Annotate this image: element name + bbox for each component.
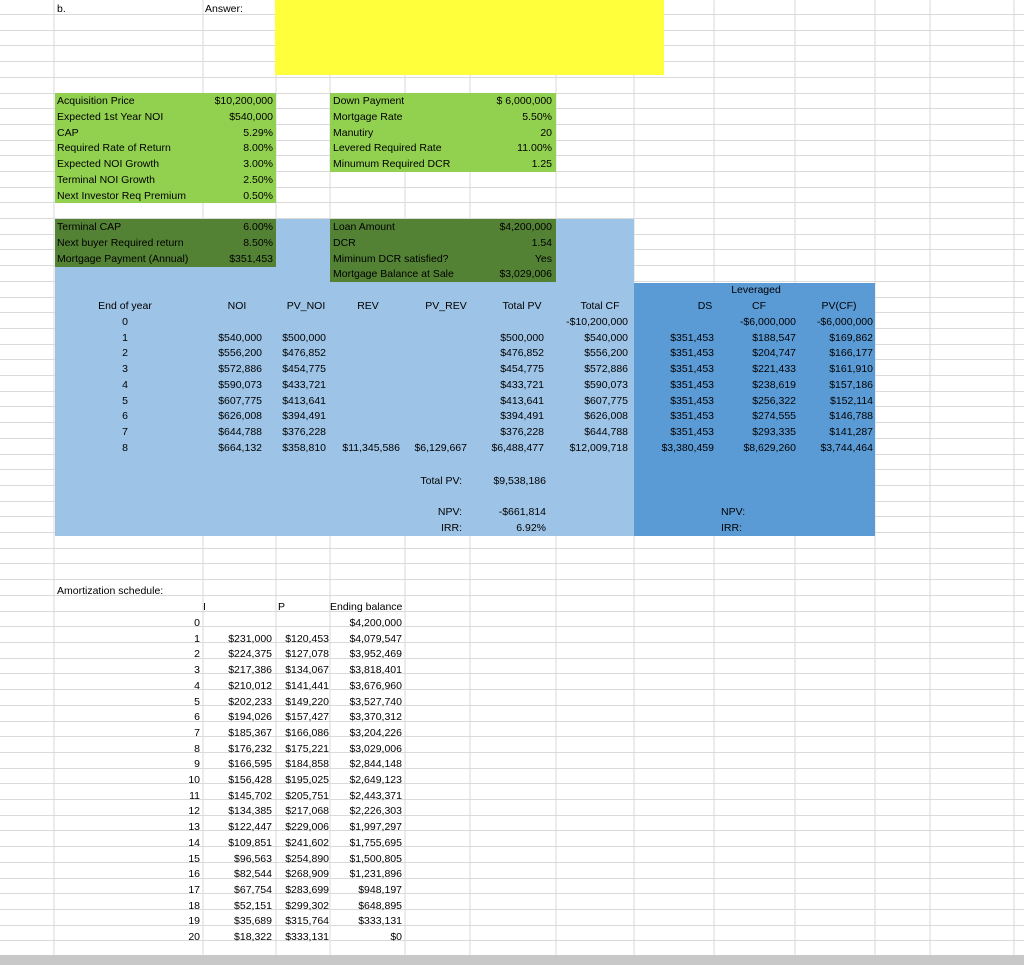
cf-year: 4	[122, 378, 128, 391]
cf-header-pv-cf: PV(CF)	[821, 300, 857, 312]
derived_left-value[interactable]: 6.00%	[243, 221, 273, 233]
amort-balance[interactable]: $2,844,148	[349, 758, 402, 771]
cf-ds[interactable]: $351,453	[670, 394, 714, 407]
amort-balance[interactable]: $1,500,805	[349, 852, 402, 865]
amort-year: 2	[194, 648, 200, 661]
amort-principal[interactable]: $333,131	[285, 931, 329, 943]
derived_left-label: Mortgage Payment (Annual)	[57, 252, 189, 265]
cf-lev-cf[interactable]: $256,322	[752, 394, 796, 407]
cf-ds[interactable]: $351,453	[670, 331, 714, 344]
inputs_right-label: Minumum Required DCR	[333, 158, 451, 171]
cf-pv-cf[interactable]: $169,862	[829, 331, 873, 344]
derived_right-label: Loan Amount	[333, 221, 395, 233]
amort-interest[interactable]: $18,322	[234, 931, 272, 943]
inputs_right-label: Levered Required Rate	[333, 142, 442, 155]
cf-pv-cf[interactable]: -$6,000,000	[816, 316, 873, 328]
cf-pv-noi[interactable]: $500,000	[282, 331, 326, 344]
amort-year: 16	[188, 868, 200, 881]
cf-rev[interactable]: $11,345,586	[342, 441, 400, 454]
cf-noi[interactable]: $556,200	[218, 347, 262, 360]
cf-year: 5	[122, 394, 128, 407]
total-pv-value[interactable]: $9,538,186	[493, 475, 546, 487]
inputs_left-value[interactable]: 0.50%	[243, 189, 273, 202]
amort-principal[interactable]: $205,751	[285, 789, 329, 802]
amort-principal[interactable]: $141,441	[285, 679, 329, 692]
amort-header-ending-balance: Ending balance	[330, 601, 403, 613]
cf-header-end-of-year: End of year	[98, 300, 152, 312]
inputs_left-value[interactable]: $10,200,000	[214, 95, 273, 107]
amort-interest[interactable]: $210,012	[228, 679, 272, 692]
cf-lev-cf[interactable]: $204,747	[752, 347, 796, 360]
cf-year: 7	[122, 425, 128, 438]
amort-balance[interactable]: $3,029,006	[349, 742, 402, 755]
amort-year: 11	[189, 789, 200, 802]
horizontal-scrollbar[interactable]	[0, 955, 1024, 965]
cf-total-pv[interactable]: $6,488,477	[491, 441, 544, 454]
amort-year: 14	[188, 836, 200, 849]
derived_left-value[interactable]: 8.50%	[243, 236, 273, 249]
cf-pv-noi[interactable]: $433,721	[282, 378, 326, 391]
cf-header-pv-noi: PV_NOI	[286, 300, 326, 312]
amort-interest[interactable]: $176,232	[228, 742, 272, 755]
amortization-title: Amortization schedule:	[57, 585, 164, 597]
amort-principal[interactable]: $120,453	[285, 632, 329, 645]
amort-year: 0	[194, 617, 200, 629]
cf-pv-noi[interactable]: $394,491	[282, 410, 326, 423]
amort-balance[interactable]: $4,079,547	[349, 632, 402, 645]
amort-balance[interactable]: $2,226,303	[349, 805, 402, 818]
cf-header-total-cf: Total CF	[580, 300, 620, 312]
amort-balance[interactable]: $3,527,740	[349, 695, 402, 708]
inputs_right-value[interactable]: 20	[540, 126, 552, 139]
amort-interest[interactable]: $67,754	[234, 883, 272, 896]
cf-total-cf[interactable]: $572,886	[584, 363, 628, 376]
question-label: b.	[57, 3, 66, 15]
amort-year: 8	[194, 742, 200, 755]
cf-pv-noi[interactable]: $376,228	[282, 425, 326, 438]
amort-principal[interactable]: $127,078	[285, 648, 329, 661]
cf-year: 3	[122, 363, 128, 376]
cf-noi[interactable]: $607,775	[218, 394, 262, 407]
amort-year: 18	[188, 899, 200, 912]
cf-lev-cf[interactable]: $238,619	[752, 378, 796, 391]
amort-year: 12	[188, 805, 200, 818]
derived_left-label: Next buyer Required return	[57, 236, 184, 249]
cf-year: 8	[122, 441, 128, 454]
amort-interest[interactable]: $231,000	[228, 632, 272, 645]
cf-ds[interactable]: $351,453	[670, 363, 714, 376]
cf-total-pv[interactable]: $376,228	[500, 425, 544, 438]
amort-balance[interactable]: $333,131	[358, 915, 402, 928]
cf-header-rev: REV	[357, 300, 379, 312]
derived_right-value[interactable]: $4,200,000	[499, 221, 552, 233]
inputs_left-label: Expected NOI Growth	[57, 158, 160, 171]
cf-total-cf[interactable]: $556,200	[584, 347, 628, 360]
amort-balance[interactable]: $2,443,371	[349, 789, 402, 802]
amort-year: 15	[188, 852, 200, 865]
cf-total-cf[interactable]: $644,788	[584, 425, 628, 438]
cf-pv-cf[interactable]: $141,287	[829, 425, 873, 438]
cf-pv-noi[interactable]: $413,641	[282, 394, 326, 407]
amort-principal[interactable]: $315,764	[285, 915, 329, 928]
cf-year: 1	[122, 331, 128, 344]
amort-principal[interactable]: $299,302	[285, 899, 329, 912]
amort-year: 3	[194, 664, 200, 677]
cf-noi[interactable]: $626,008	[218, 410, 262, 423]
amort-principal[interactable]: $241,602	[285, 836, 329, 849]
amort-balance[interactable]: $2,649,123	[349, 774, 402, 786]
cf-ds[interactable]: $351,453	[670, 378, 714, 391]
derived_left-value[interactable]: $351,453	[229, 252, 273, 265]
inputs_left-label: Next Investor Req Premium	[57, 189, 186, 202]
cf-total-cf[interactable]: $590,073	[584, 378, 628, 391]
amort-principal[interactable]: $217,068	[285, 805, 329, 818]
amort-interest[interactable]: $52,151	[234, 899, 272, 912]
cf-ds[interactable]: $351,453	[670, 425, 714, 438]
cf-total-pv[interactable]: $433,721	[500, 378, 544, 391]
amort-header-interest: I	[203, 601, 206, 613]
derived_right-label: DCR	[333, 236, 356, 249]
inputs_right-value[interactable]: 11.00%	[517, 142, 552, 155]
derived_right-label: Mortgage Balance at Sale	[333, 268, 454, 281]
inputs_right-value[interactable]: 5.50%	[522, 110, 552, 123]
irr-value[interactable]: 6.92%	[516, 522, 546, 534]
cf-pv-noi[interactable]: $454,775	[282, 363, 326, 376]
npv-value[interactable]: -$661,814	[498, 506, 546, 518]
derived_left-label: Terminal CAP	[57, 221, 122, 233]
amort-principal[interactable]: $229,006	[285, 821, 329, 834]
amort-principal[interactable]: $195,025	[285, 774, 329, 786]
derived_right-value[interactable]: Yes	[534, 252, 552, 265]
amort-interest[interactable]: $122,447	[228, 821, 272, 834]
amort-year: 19	[188, 915, 200, 928]
amort-balance[interactable]: $3,204,226	[349, 726, 402, 739]
cf-noi[interactable]: $590,073	[218, 378, 262, 391]
amort-year: 7	[194, 726, 200, 739]
amort-year: 5	[194, 695, 200, 708]
cf-pv-noi[interactable]: $476,852	[282, 347, 326, 360]
cf-total-pv[interactable]: $413,641	[500, 394, 544, 407]
amort-principal[interactable]: $166,086	[285, 726, 329, 739]
amort-principal[interactable]: $184,858	[285, 758, 329, 771]
cf-total-pv[interactable]: $500,000	[500, 331, 544, 344]
answer-highlight-cell[interactable]	[275, 0, 664, 75]
irr-label: IRR:	[441, 522, 462, 534]
cf-ds[interactable]: $351,453	[670, 347, 714, 360]
amort-interest[interactable]: $194,026	[228, 711, 272, 724]
cf-pv-noi[interactable]: $358,810	[282, 441, 326, 454]
amort-year: 20	[188, 931, 200, 943]
cf-year: 6	[122, 410, 128, 423]
inputs_left-label: Required Rate of Return	[57, 142, 171, 155]
inputs_left-value[interactable]: $540,000	[229, 110, 273, 123]
amort-principal[interactable]: $283,699	[285, 883, 329, 896]
cf-header-pv-rev: PV_REV	[425, 300, 467, 312]
amort-interest[interactable]: $35,689	[234, 915, 272, 928]
inputs_left-label: Expected 1st Year NOI	[57, 110, 164, 123]
amort-balance[interactable]: $1,755,695	[349, 836, 402, 849]
derived_right-label: Miminum DCR satisfied?	[333, 252, 449, 265]
cf-ds[interactable]: $3,380,459	[661, 441, 714, 454]
cf-total-cf[interactable]: $540,000	[584, 331, 628, 344]
cf-pv-cf[interactable]: $166,177	[829, 347, 873, 360]
cf-lev-cf[interactable]: $188,547	[752, 331, 796, 344]
amort-principal[interactable]: $254,890	[285, 852, 329, 865]
amort-balance[interactable]: $1,997,297	[349, 821, 402, 834]
cf-year: 2	[122, 347, 128, 360]
amort-year: 17	[188, 883, 200, 896]
cf-pv-cf[interactable]: $3,744,464	[820, 441, 873, 454]
amort-interest[interactable]: $145,702	[228, 789, 272, 802]
inputs_left-value[interactable]: 8.00%	[243, 142, 273, 155]
cf-header-leveraged: Leveraged	[731, 284, 781, 296]
cf-header-ds: DS	[697, 300, 713, 312]
amort-balance[interactable]: $948,197	[358, 883, 402, 896]
inputs_right-value[interactable]: $ 6,000,000	[496, 95, 552, 107]
leveraged-npv-label: NPV:	[721, 506, 746, 518]
cf-noi[interactable]: $644,788	[218, 425, 262, 438]
cf-lev-cf[interactable]: $293,335	[752, 425, 796, 438]
cf-header-total-pv: Total PV	[502, 300, 542, 312]
amort-year: 6	[194, 711, 200, 724]
cf-lev-cf[interactable]: $221,433	[752, 363, 796, 376]
inputs_right-label: Down Payment	[333, 95, 405, 107]
amort-principal[interactable]: $175,221	[285, 742, 329, 755]
inputs_left-label: Acquisition Price	[57, 95, 135, 107]
amort-principal[interactable]: $134,067	[285, 664, 329, 677]
cf-header-cf: CF	[752, 300, 766, 312]
amort-year: 1	[194, 632, 200, 645]
cf-total-cf[interactable]: $626,008	[584, 410, 628, 423]
cf-total-cf[interactable]: $12,009,718	[569, 441, 628, 454]
amort-interest[interactable]: $166,595	[228, 758, 272, 771]
amort-interest[interactable]: $96,563	[234, 852, 272, 865]
amort-principal[interactable]: $157,427	[285, 711, 329, 724]
cf-total-pv[interactable]: $454,775	[500, 363, 544, 376]
derived_right-value[interactable]: 1.54	[531, 236, 552, 249]
cf-lev-cf[interactable]: -$6,000,000	[739, 316, 796, 328]
cf-total-pv[interactable]: $476,852	[500, 347, 544, 360]
leveraged-irr-label: IRR:	[721, 522, 742, 534]
cf-pv-rev[interactable]: $6,129,667	[414, 441, 467, 454]
cf-year: 0	[122, 316, 128, 328]
amort-balance[interactable]: $0	[390, 931, 402, 943]
inputs_left-value[interactable]: 2.50%	[243, 174, 273, 186]
inputs_right-label: Mortgage Rate	[333, 110, 403, 123]
amort-balance[interactable]: $648,895	[358, 899, 402, 912]
cf-noi[interactable]: $572,886	[218, 363, 262, 376]
cf-header-noi: NOI	[227, 300, 247, 312]
answer-label: Answer:	[205, 3, 243, 15]
amort-header-principal: P	[278, 601, 286, 613]
inputs_right-value[interactable]: 1.25	[531, 158, 552, 171]
cf-pv-cf[interactable]: $161,910	[829, 363, 873, 376]
cf-pv-cf[interactable]: $146,788	[829, 410, 873, 423]
amort-interest[interactable]: $202,233	[228, 695, 272, 708]
amort-balance[interactable]: $3,818,401	[349, 664, 402, 677]
amort-principal[interactable]: $268,909	[285, 868, 329, 881]
cf-noi[interactable]: $540,000	[218, 331, 262, 344]
cf-pv-cf[interactable]: $152,114	[829, 394, 873, 407]
amort-interest[interactable]: $217,386	[228, 664, 272, 677]
amort-balance[interactable]: $3,952,469	[349, 648, 402, 661]
amort-interest[interactable]: $185,367	[228, 726, 272, 739]
amort-interest[interactable]: $82,544	[234, 868, 272, 881]
cf-total-pv[interactable]: $394,491	[500, 410, 544, 423]
cf-total-cf[interactable]: -$10,200,000	[566, 316, 628, 328]
npv-label: NPV:	[437, 506, 462, 518]
amort-year: 9	[194, 758, 200, 771]
amort-year: 13	[188, 821, 200, 834]
amort-interest[interactable]: $134,385	[228, 805, 272, 818]
amort-principal[interactable]: $149,220	[285, 695, 329, 708]
inputs_left-label: CAP	[57, 126, 79, 139]
derived_right-value[interactable]: $3,029,006	[499, 268, 552, 281]
amort-balance[interactable]: $3,370,312	[349, 711, 402, 724]
cf-lev-cf[interactable]: $8,629,260	[743, 441, 796, 454]
amort-interest[interactable]: $109,851	[228, 836, 272, 849]
cf-ds[interactable]: $351,453	[670, 410, 714, 423]
inputs_left-label: Terminal NOI Growth	[57, 174, 156, 186]
inputs_right-label: Manutiry	[333, 126, 374, 139]
amort-balance[interactable]: $3,676,960	[349, 679, 402, 692]
amort-interest[interactable]: $156,428	[228, 774, 272, 786]
amort-balance[interactable]: $1,231,896	[349, 868, 402, 881]
total-pv-label: Total PV:	[420, 475, 462, 487]
cf-noi[interactable]: $664,132	[218, 441, 262, 454]
amort-year: 10	[188, 774, 200, 786]
amort-interest[interactable]: $224,375	[228, 648, 272, 661]
inputs_left-value[interactable]: 3.00%	[243, 158, 273, 171]
amort-year: 4	[194, 679, 200, 692]
cf-total-cf[interactable]: $607,775	[584, 394, 628, 407]
cf-lev-cf[interactable]: $274,555	[752, 410, 796, 423]
inputs_left-value[interactable]: 5.29%	[243, 126, 273, 139]
amort-balance[interactable]: $4,200,000	[349, 617, 402, 629]
cf-pv-cf[interactable]: $157,186	[829, 378, 873, 391]
